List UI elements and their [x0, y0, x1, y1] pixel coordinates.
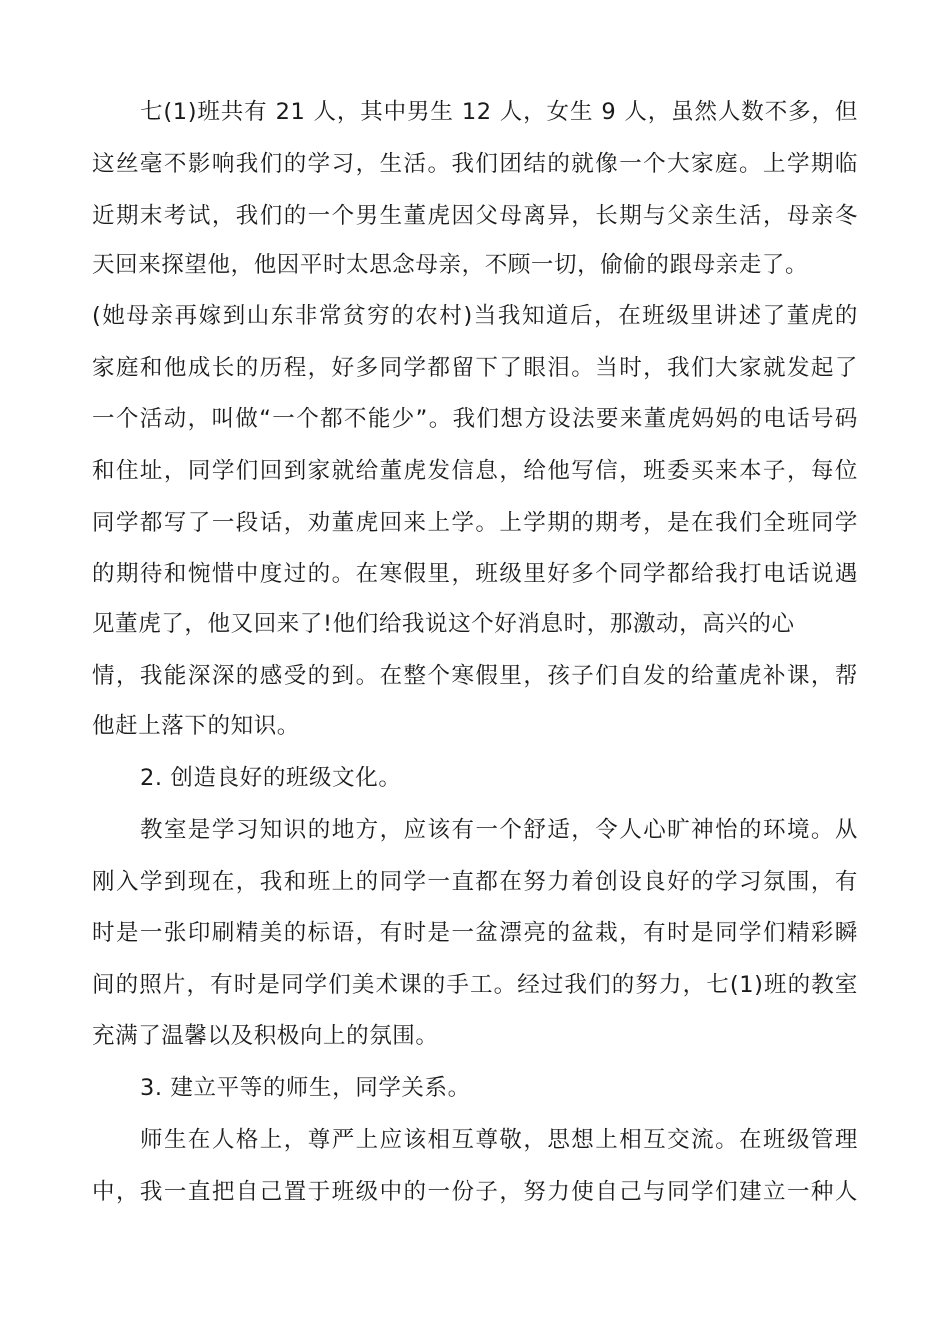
- text-line: 一个活动，叫做“一个都不能少”。我们想方设法要来董虎妈妈的电话号码: [92, 406, 858, 432]
- text-line: 他赶上落下的知识。: [92, 713, 300, 739]
- text-line: 的期待和惋惜中度过的。在寒假里，班级里好多个同学都给我打电话说遇: [92, 561, 858, 587]
- text-line: 刚入学到现在，我和班上的同学一直都在努力着创设良好的学习氛围，有: [92, 869, 858, 895]
- text-line: 七(1)班共有 21 人，其中男生 12 人，女生 9 人，虽然人数不多，但: [140, 99, 858, 125]
- text-line: 见董虎了，他又回来了!他们给我说这个好消息时，那激动，高兴的心: [92, 611, 795, 637]
- text-line: 教室是学习知识的地方，应该有一个舒适，令人心旷神怡的环境。从: [140, 817, 858, 843]
- text-line: 师生在人格上，尊严上应该相互尊敬，思想上相互交流。在班级管理: [140, 1127, 858, 1153]
- text-line: 家庭和他成长的历程，好多同学都留下了眼泪。当时，我们大家就发起了: [92, 355, 858, 381]
- text-line: 情，我能深深的感受的到。在整个寒假里，孩子们自发的给董虎补课，帮: [92, 663, 858, 689]
- text-line: 这丝毫不影响我们的学习，生活。我们团结的就像一个大家庭。上学期临: [92, 151, 858, 177]
- text-line: 近期末考试，我们的一个男生董虎因父母离异，长期与父亲生活，母亲冬: [92, 203, 858, 229]
- text-line: 时是一张印刷精美的标语，有时是一盆漂亮的盆栽，有时是同学们精彩瞬: [92, 920, 858, 946]
- text-line: 和住址，同学们回到家就给董虎发信息，给他写信，班委买来本子，每位: [92, 458, 858, 484]
- text-line: (她母亲再嫁到山东非常贫穷的农村)当我知道后，在班级里讲述了董虎的: [92, 303, 858, 329]
- text-line: 中，我一直把自己置于班级中的一份子，努力使自己与同学们建立一种人: [92, 1179, 858, 1205]
- section-heading: 3. 建立平等的师生，同学关系。: [140, 1075, 471, 1101]
- section-heading: 2. 创造良好的班级文化。: [140, 765, 402, 791]
- text-line: 充满了温馨以及积极向上的氛围。: [92, 1023, 439, 1049]
- text-line: 同学都写了一段话，劝董虎回来上学。上学期的期考，是在我们全班同学: [92, 510, 858, 536]
- text-line: 间的照片，有时是同学们美术课的手工。经过我们的努力，七(1)班的教室: [92, 972, 858, 998]
- text-line: 天回来探望他，他因平时太思念母亲，不顾一切，偷偷的跟母亲走了。: [92, 252, 809, 278]
